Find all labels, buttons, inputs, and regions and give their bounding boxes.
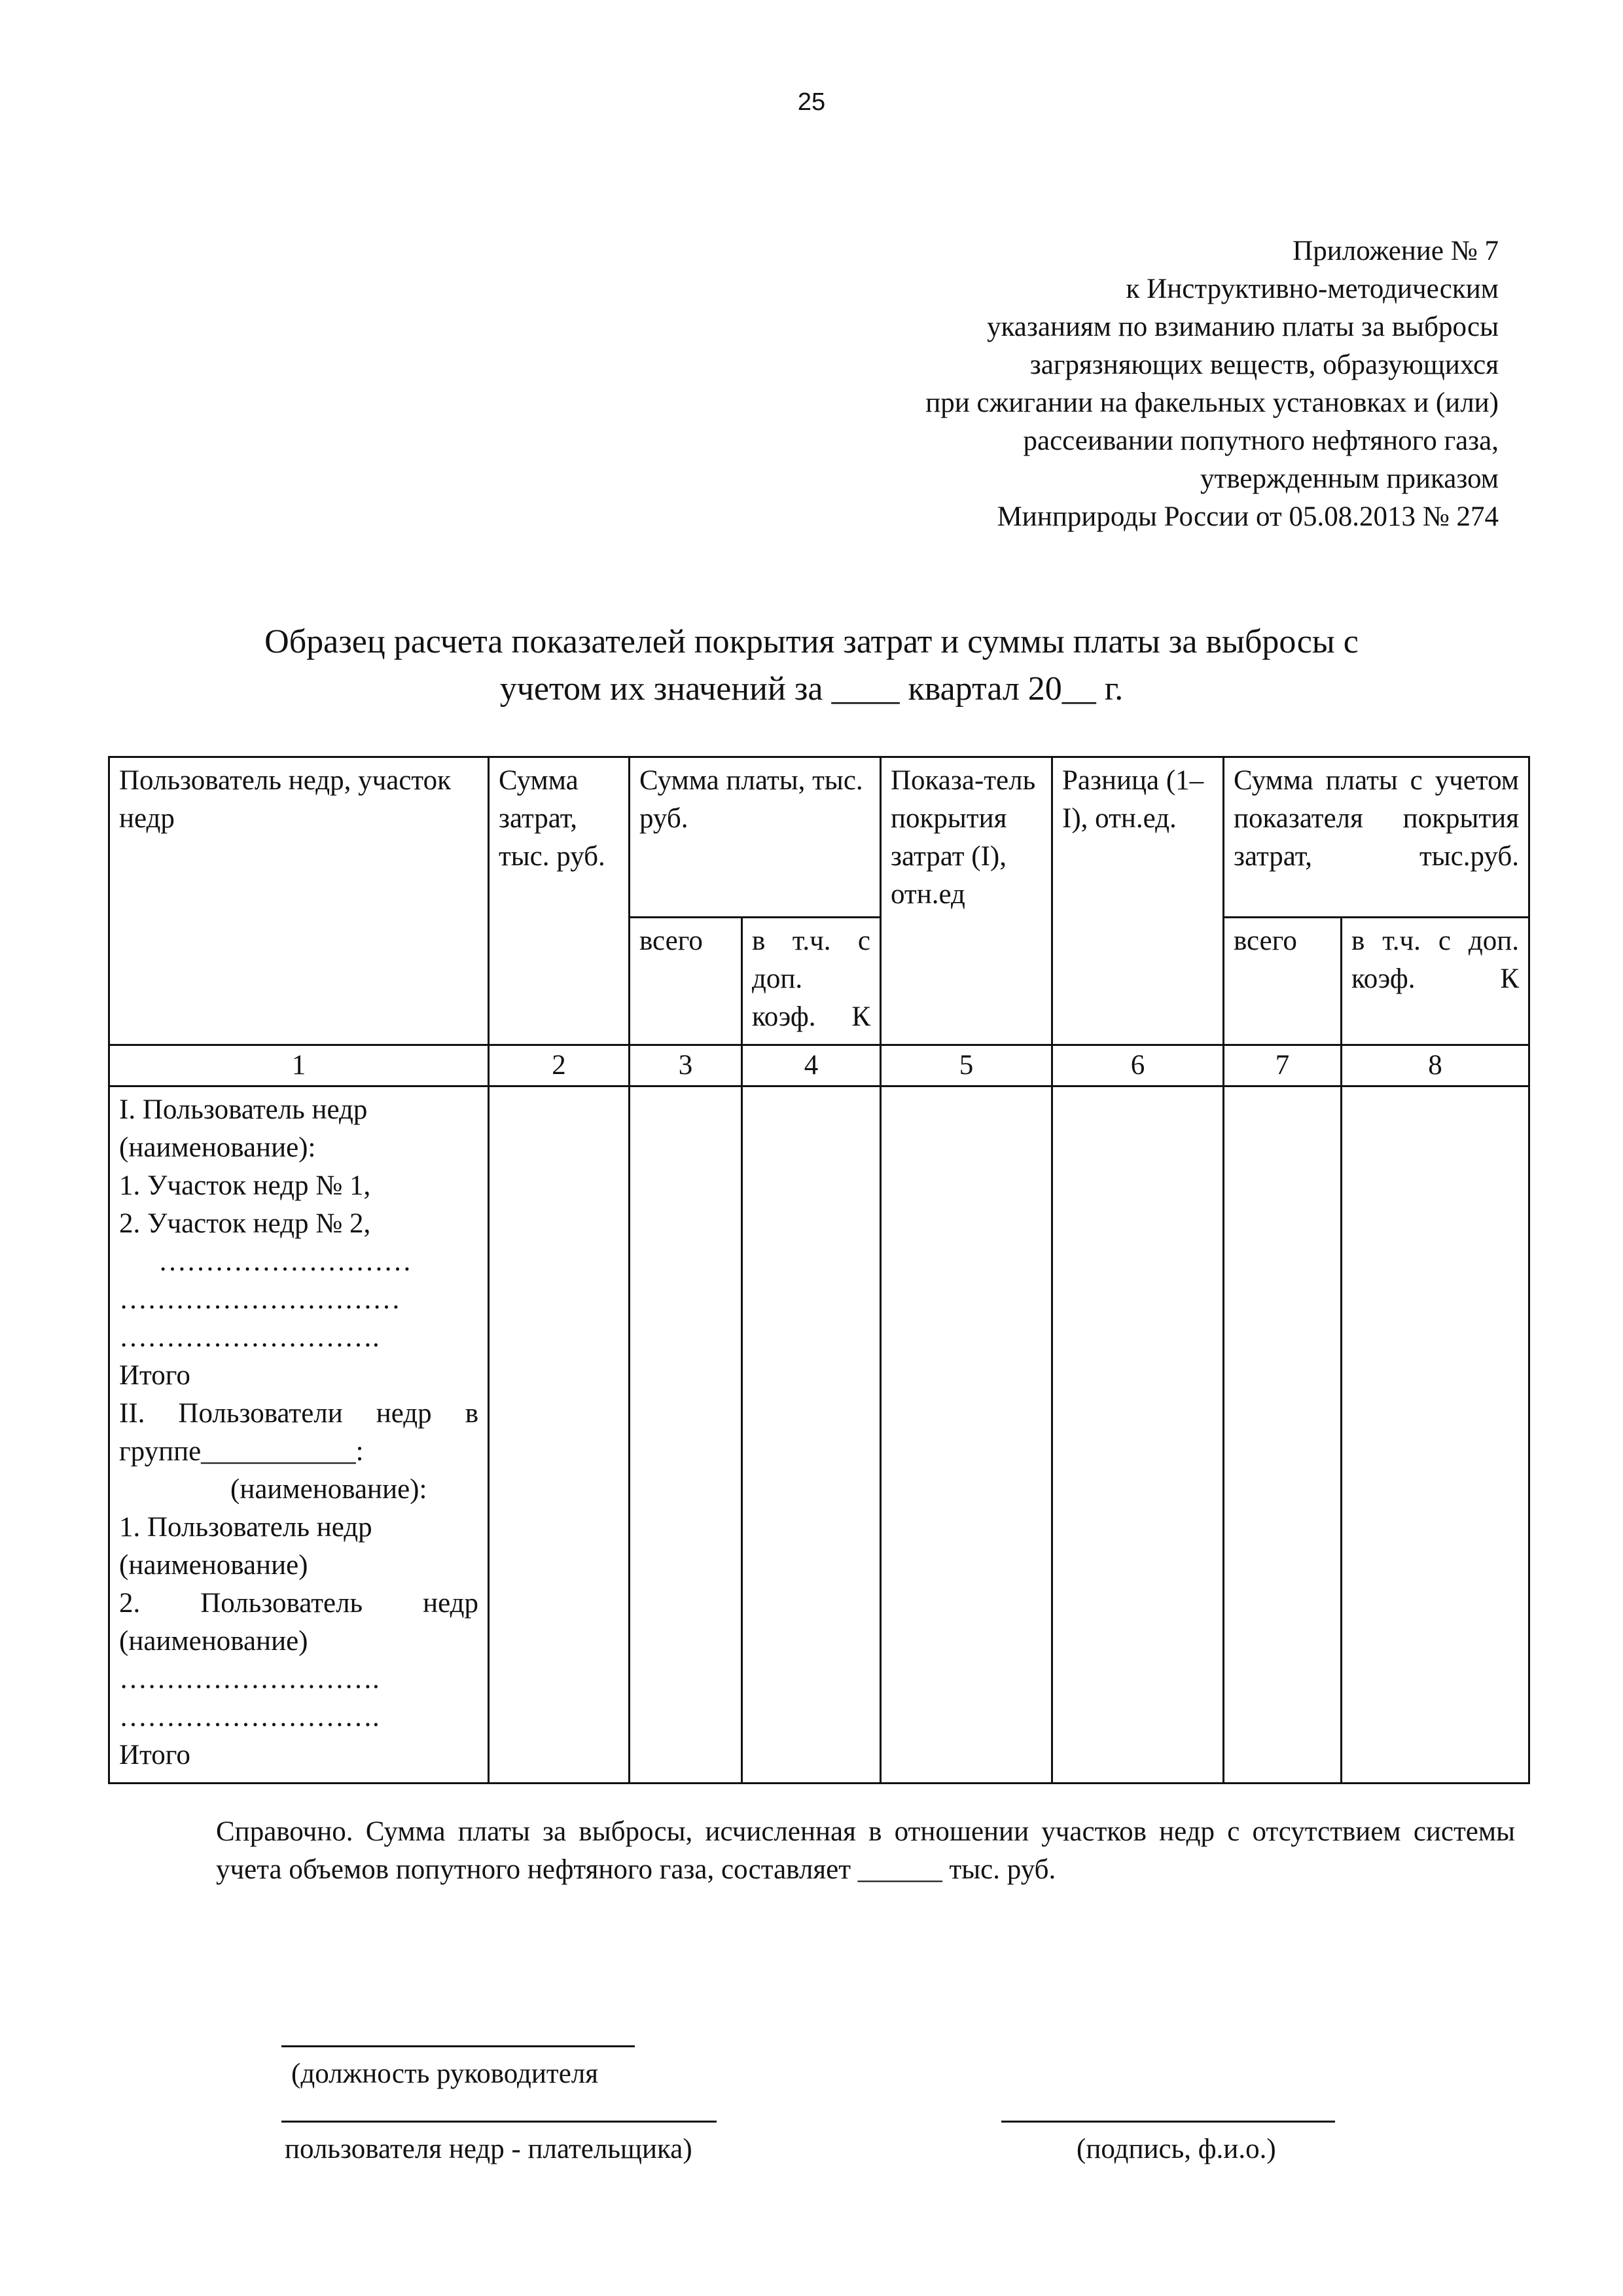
column-number: 6	[1052, 1045, 1224, 1086]
header-coverage-extra-coef: в т.ч. с доп. коэф. К	[1342, 918, 1529, 1045]
empty-cell[interactable]	[489, 1086, 630, 1784]
header-difference: Разница (1–I), отн.ед.	[1052, 757, 1224, 1045]
column-number: 3	[630, 1045, 742, 1086]
title-line-2: учетом их значений за ____ квартал 20__ г.	[499, 670, 1124, 708]
row-label: 2. Участок недр № 2,	[119, 1208, 371, 1239]
user-label: пользователя недр - плательщика)	[285, 2134, 692, 2164]
appendix-line: указаниям по взиманию платы за выбросы	[987, 312, 1499, 342]
empty-cell[interactable]	[1052, 1086, 1224, 1784]
row-label: I. Пользователь недр	[119, 1094, 368, 1125]
empty-cell[interactable]	[881, 1086, 1052, 1784]
position-label: (должность руководителя	[291, 2058, 599, 2089]
column-number: 2	[489, 1045, 630, 1086]
header-coverage-total: всего	[1224, 918, 1342, 1045]
reference-note: Справочно. Сумма платы за выбросы, исчисленная в отношении участков недр с отсутствием системы учета объемов попутного нефтяного газа, составляет ______ тыс. руб.	[216, 1816, 1515, 1885]
row-label: группе___________:	[119, 1436, 364, 1467]
appendix-line: рассеивании попутного нефтяного газа,	[1023, 425, 1499, 456]
row-label: ……………………….	[119, 1702, 380, 1732]
empty-cell[interactable]	[630, 1086, 742, 1784]
signature-line	[1001, 2121, 1335, 2123]
header-payment-extra-coef: в т.ч. с доп. коэф. К	[742, 918, 881, 1045]
row-label: 1. Участок недр № 1,	[119, 1170, 371, 1201]
header-coverage-index: Показа-тель покрытия затрат (I), отн.ед	[881, 757, 1052, 1045]
row-label: 1. Пользователь недр	[119, 1512, 372, 1543]
signature-label: (подпись, ф.и.о.)	[1077, 2134, 1276, 2164]
column-number: 7	[1224, 1045, 1342, 1086]
column-number: 4	[742, 1045, 881, 1086]
appendix-line: Минприроды России от 05.08.2013 № 274	[997, 501, 1499, 532]
empty-cell[interactable]	[1224, 1086, 1342, 1784]
empty-cell[interactable]	[1342, 1086, 1529, 1784]
title-line-1: Образец расчета показателей покрытия затрат и суммы платы за выбросы с	[264, 623, 1359, 660]
header-payment-sum: Сумма платы, тыс. руб.	[630, 757, 881, 918]
row-label: ……………………….	[119, 1322, 380, 1353]
row-label: (наименование):	[230, 1474, 427, 1505]
row-label: II. Пользователи недр в	[119, 1398, 478, 1429]
appendix-line: загрязняющих веществ, образующихся	[1029, 350, 1499, 380]
appendix-line: при сжигании на факельных установках и (или)	[925, 387, 1499, 418]
user-signature-line	[281, 2121, 717, 2123]
position-signature-line	[281, 2045, 635, 2047]
row-label: Итого	[119, 1360, 190, 1391]
appendix-line: утвержденным приказом	[1200, 463, 1499, 494]
row-label: 2. Пользователь недр	[119, 1588, 478, 1619]
header-cost-sum: Сумма затрат, тыс. руб.	[489, 757, 630, 1045]
calculation-table	[108, 756, 1530, 1784]
row-label: (наименование)	[119, 1550, 308, 1581]
column-number: 1	[109, 1045, 489, 1086]
empty-cell[interactable]	[742, 1086, 881, 1784]
row-label: (наименование):	[119, 1132, 316, 1163]
page-number: 25	[797, 88, 826, 116]
row-label: …………………………	[119, 1284, 401, 1315]
appendix-reference	[925, 232, 1499, 536]
header-user-subsoil: Пользователь недр, участок недр	[109, 757, 489, 1045]
document-title	[0, 619, 1623, 713]
appendix-line: Приложение № 7	[1293, 236, 1499, 266]
row-label: ………………………	[158, 1246, 412, 1277]
row-label: Итого	[119, 1740, 190, 1770]
header-payment-total: всего	[630, 918, 742, 1045]
column-number: 5	[881, 1045, 1052, 1086]
appendix-line: к Инструктивно-методическим	[1126, 274, 1499, 304]
header-payment-with-coverage: Сумма платы с учетом показателя покрытия затрат, тыс.руб.	[1224, 757, 1529, 918]
column-number: 8	[1342, 1045, 1529, 1086]
row-label: (наименование)	[119, 1626, 308, 1657]
row-labels-cell	[109, 1086, 489, 1784]
row-label: ……………………….	[119, 1664, 380, 1695]
